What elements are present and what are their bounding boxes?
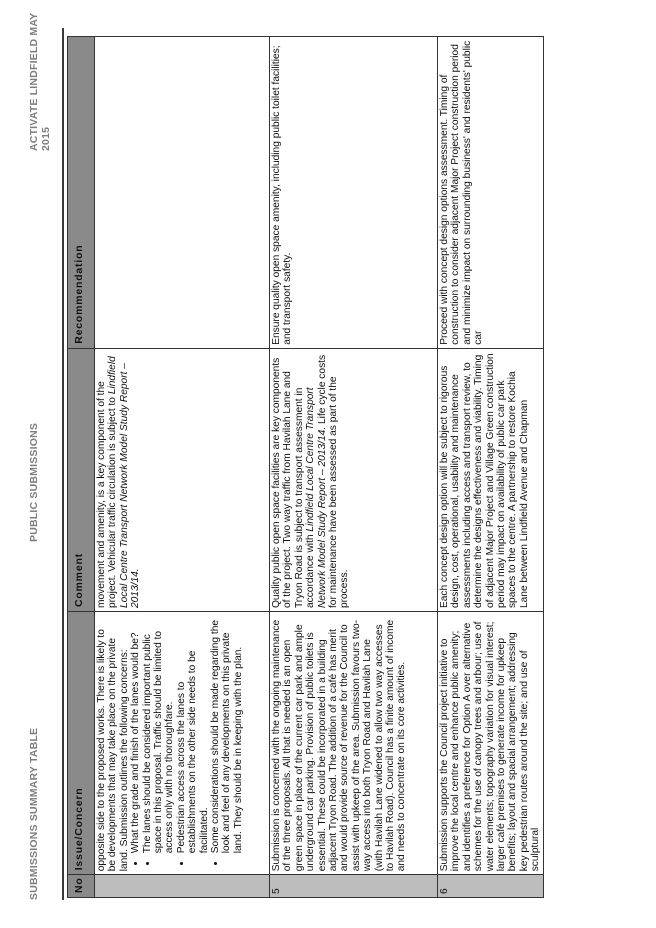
header-right: ACTIVATE LINDFIELD MAY 2015 bbox=[28, 12, 52, 151]
column-header-recommendation: Recommendation bbox=[68, 37, 95, 349]
issue-cell: Submission supports the Council project initiative to improve the local centre and enhance public amenity; and identifies a preference for Option A over alternative schemes for the use of canopy trees and arbour; use of water elements; topography variation for visual interest; larger café premises to generate income for upkeep benefits; layout and spacial arrangement; addressing key pedestrian routes around the site; and use of sculptural bbox=[438, 612, 544, 875]
header-left: SUBMISSIONS SUMMARY TABLE bbox=[28, 727, 40, 900]
recommendation-cell: Proceed with concept design options assessment. Timing of construction to consider adjacent Major Project construction period and minimize impact on surrounding business' and residents' public car bbox=[438, 37, 544, 349]
list-item: • Pedestrian access across the lanes to establishments on the other side needs to be facilitated. bbox=[176, 615, 210, 853]
row-number: 5 bbox=[270, 875, 438, 898]
list-item: • The lanes should be considered important public space in this proposal. Traffic should be limited to access only with no thoroughfare. bbox=[142, 615, 176, 853]
table-row bbox=[95, 37, 270, 898]
column-header-issue: Issue/Concern bbox=[68, 612, 95, 875]
table-row bbox=[270, 37, 438, 898]
comment-cell: Each concept design option will be subject to rigorous design, cost, operational, usability and maintenance assessments including access and transport review, to determine the designs effectiveness and viability. Timing of adjacent Major Project and Village Green construction period may impact on availability of public car park spaces to the centre. A partnership to restore Kochia Lane between Lindfield Avenue and Chapman bbox=[438, 348, 544, 611]
issue-cell: Submission is concerned with the ongoing maintenance of the three proposals. All that is needed is an open green space in place of the current car park and ample underground car parking. Provision of public toilets is essential. These could be incorporated in a building adjacent Tryon Road. The addition of a café has merit and would provide source of revenue for the Council to assist with upkeep of the area. Submission favours two-way access into both Tryon Road and Havilah Lane (with Havilah Lane widened to allow two way accesses to Havilah Road). Council has a finite amount of income and needs to concentrate on its core activities. bbox=[270, 612, 438, 875]
issue-bullet-list bbox=[130, 615, 244, 871]
column-header-comment: Comment bbox=[68, 348, 95, 611]
comment-report-title: Lindfield Local Centre Transport Network Model Study Report – 2013/14. bbox=[107, 356, 142, 609]
header-center: PUBLIC SUBMISSIONS bbox=[28, 422, 40, 542]
list-item: • Some considerations should be made regarding the look and feel of any developments on this private land. They should be in keeping with the plan. bbox=[210, 615, 244, 853]
comment-cell bbox=[95, 348, 270, 611]
comment-text: movement and amenity, is a key component of the project. Vehicular traffic circulation is subject to bbox=[96, 381, 119, 609]
row-number bbox=[95, 875, 270, 898]
issue-intro: opposite side to the proposed works. There is likely to be developments that may take place on the private land. Submission outlines the following concerns: bbox=[96, 629, 130, 872]
row-number: 6 bbox=[438, 875, 544, 898]
list-item: • What the grade and finish of the lanes would be? bbox=[130, 615, 141, 853]
table-row bbox=[438, 37, 544, 898]
recommendation-cell bbox=[95, 37, 270, 349]
issue-cell bbox=[95, 612, 270, 875]
comment-report-title: Lindfield Local Centre Transport Network Model Study Report – 2013/14. bbox=[305, 387, 328, 609]
comment-text: Quality public open space facilities are key components of the project. Two way traffic from Havilah Lane and Tryon Road is subject to transport assessment in accordance with bbox=[271, 357, 317, 609]
column-header-no: No bbox=[68, 875, 95, 898]
comment-cell bbox=[270, 348, 438, 611]
table-header-row bbox=[68, 37, 95, 898]
header-rule bbox=[62, 28, 64, 900]
comment-text-continued: Life cycle costs for maintenance have been assessed as part of the process. bbox=[316, 354, 351, 609]
recommendation-cell: Ensure quality open space amenity, including public toilet facilities; and transport safety. bbox=[270, 37, 438, 349]
submissions-table bbox=[67, 36, 544, 898]
